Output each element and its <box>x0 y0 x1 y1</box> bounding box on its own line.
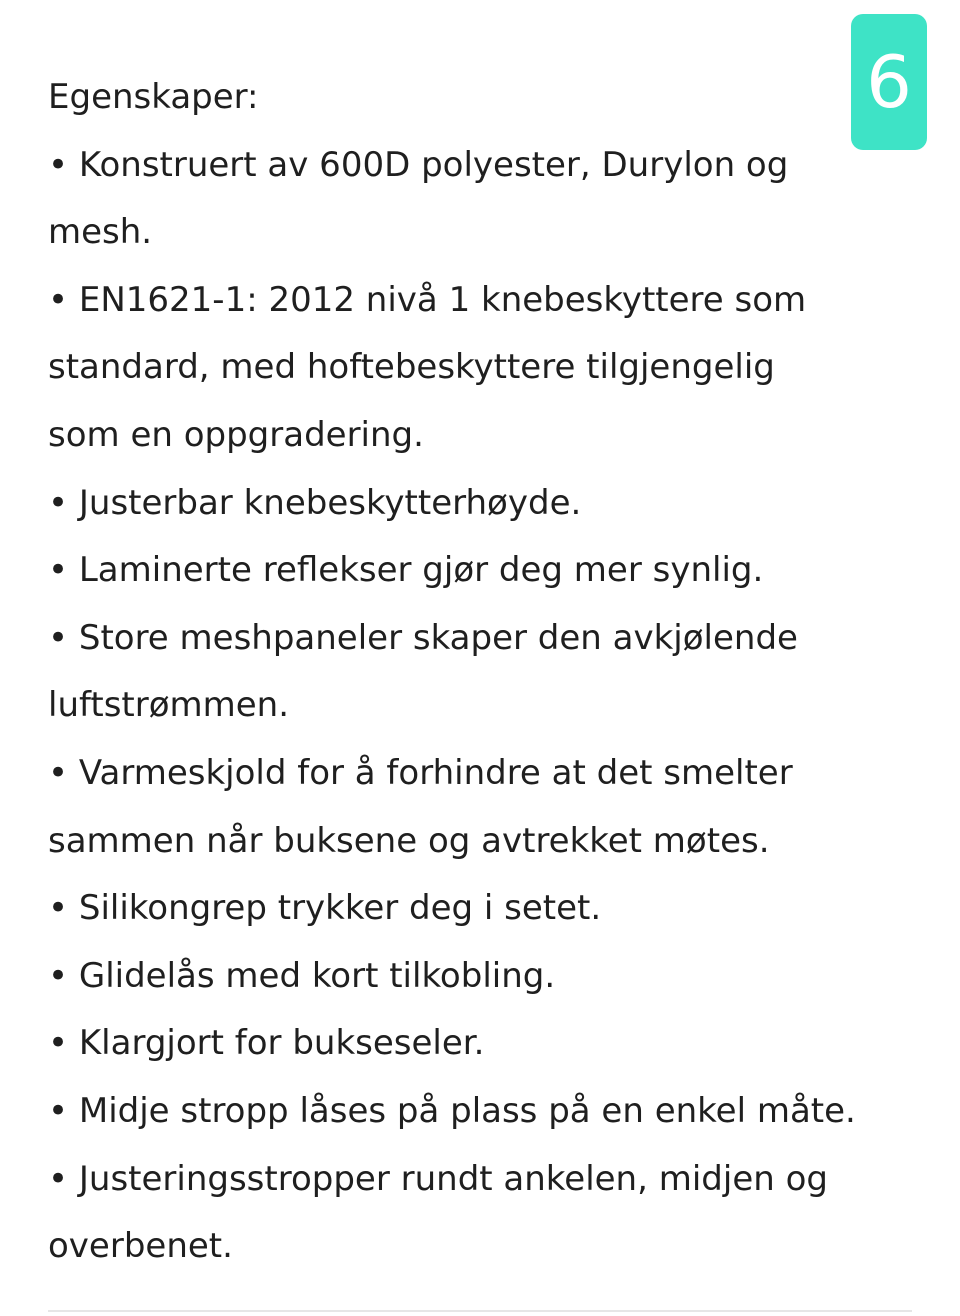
text-line: • Justeringsstropper rundt ankelen, midjen og <box>48 1158 828 1199</box>
product-features-text <box>48 64 928 1281</box>
text-line: • Midje stropp låses på plass på en enkel måte. <box>48 1090 856 1131</box>
text-line: • Varmeskjold for å forhindre at det smelter <box>48 752 793 793</box>
text-line: som en oppgradering. <box>48 414 424 455</box>
text-line: • Konstruert av 600D polyester, Durylon og <box>48 144 789 185</box>
text-line: standard, med hoftebeskyttere tilgjengelig <box>48 347 775 388</box>
text-line: mesh. <box>48 212 153 253</box>
text-line: • Laminerte reflekser gjør deg mer synlig. <box>48 550 764 591</box>
divider <box>48 1310 912 1312</box>
text-line: • Store meshpaneler skaper den avkjølende <box>48 617 798 658</box>
text-line: overbenet. <box>48 1226 233 1267</box>
text-line: • Justerbar knebeskytterhøyde. <box>48 482 582 523</box>
text-line: • Glidelås med kort tilkobling. <box>48 955 556 996</box>
text-line: luftstrømmen. <box>48 685 290 726</box>
page-number-badge: 6 <box>851 14 927 150</box>
features-heading: Egenskaper: <box>48 77 259 117</box>
text-line: • EN1621-1: 2012 nivå 1 knebeskyttere som <box>48 279 807 320</box>
text-line: sammen når buksene og avtrekket møtes. <box>48 820 770 861</box>
text-line: • Silikongrep trykker deg i setet. <box>48 888 602 929</box>
text-line: • Klargjort for bukseseler. <box>48 1023 485 1064</box>
